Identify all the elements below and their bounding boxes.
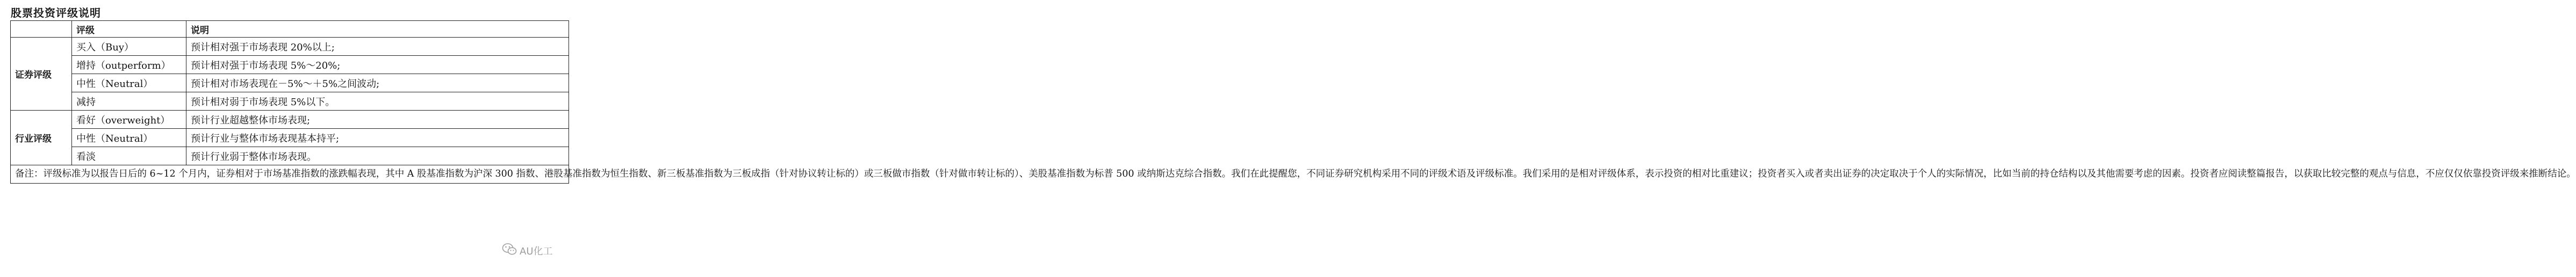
rating-cell: 买入（Buy） xyxy=(72,38,186,56)
header-rating: 评级 xyxy=(72,21,186,38)
watermark-text: AU化工 xyxy=(520,245,553,257)
wechat-icon xyxy=(502,243,520,258)
table-row xyxy=(11,56,569,74)
rating-cell: 看好（overweight） xyxy=(72,111,186,129)
table-header-row xyxy=(11,21,569,38)
table-row xyxy=(11,111,569,129)
description-cell: 预计行业与整体市场表现基本持平; xyxy=(186,129,569,147)
watermark xyxy=(502,243,553,258)
table-row xyxy=(11,74,569,92)
rating-cell: 减持 xyxy=(72,92,186,111)
table-row xyxy=(11,38,569,56)
header-empty xyxy=(11,21,72,38)
rating-cell: 中性（Neutral） xyxy=(72,74,186,92)
description-cell: 预计行业超越整体市场表现; xyxy=(186,111,569,129)
rating-cell: 看淡 xyxy=(72,147,186,165)
rating-cell: 中性（Neutral） xyxy=(72,129,186,147)
group-label-industry: 行业评级 xyxy=(11,111,72,165)
description-cell: 预计相对市场表现在－5%～＋5%之间波动; xyxy=(186,74,569,92)
note-row xyxy=(11,165,569,184)
table-row xyxy=(11,92,569,111)
rating-cell: 增持（outperform） xyxy=(72,56,186,74)
group-label-securities: 证券评级 xyxy=(11,38,72,111)
description-cell: 预计行业弱于整体市场表现。 xyxy=(186,147,569,165)
rating-table xyxy=(10,20,2576,184)
description-cell: 预计相对强于市场表现 20%以上; xyxy=(186,38,569,56)
table-row xyxy=(11,147,569,165)
table-row xyxy=(11,129,569,147)
page-title: 股票投资评级说明 xyxy=(11,6,101,19)
note-text: 备注：评级标准为以报告日后的 6~12 个月内，证券相对于市场基准指数的涨跌幅表现，其中 A 股基准指数为沪深 300 指数、港股基准指数为恒生指数、新三板基准指数为三板成指（针对协议转让标的）或三板做市指数（针对做市转让标的）、美股基准指数为标普 500 或纳斯达克综合指数。我们在此提醒您，不同证券研究机构采用不同的评级术语及评级标准。我们采用的是相对评级体系，表示投资的相对比重建议；投资者买入或者卖出证券的决定取决于个人的实际情况，比如当前的持仓结构以及其他需要考虑的因素。投资者应阅读整篇报告，以获取比较完整的观点与信息，不应仅仅依靠投资评级来推断结论。 xyxy=(11,165,569,184)
description-cell: 预计相对强于市场表现 5%～20%; xyxy=(186,56,569,74)
header-description: 说明 xyxy=(186,21,569,38)
description-cell: 预计相对弱于市场表现 5%以下。 xyxy=(186,92,569,111)
